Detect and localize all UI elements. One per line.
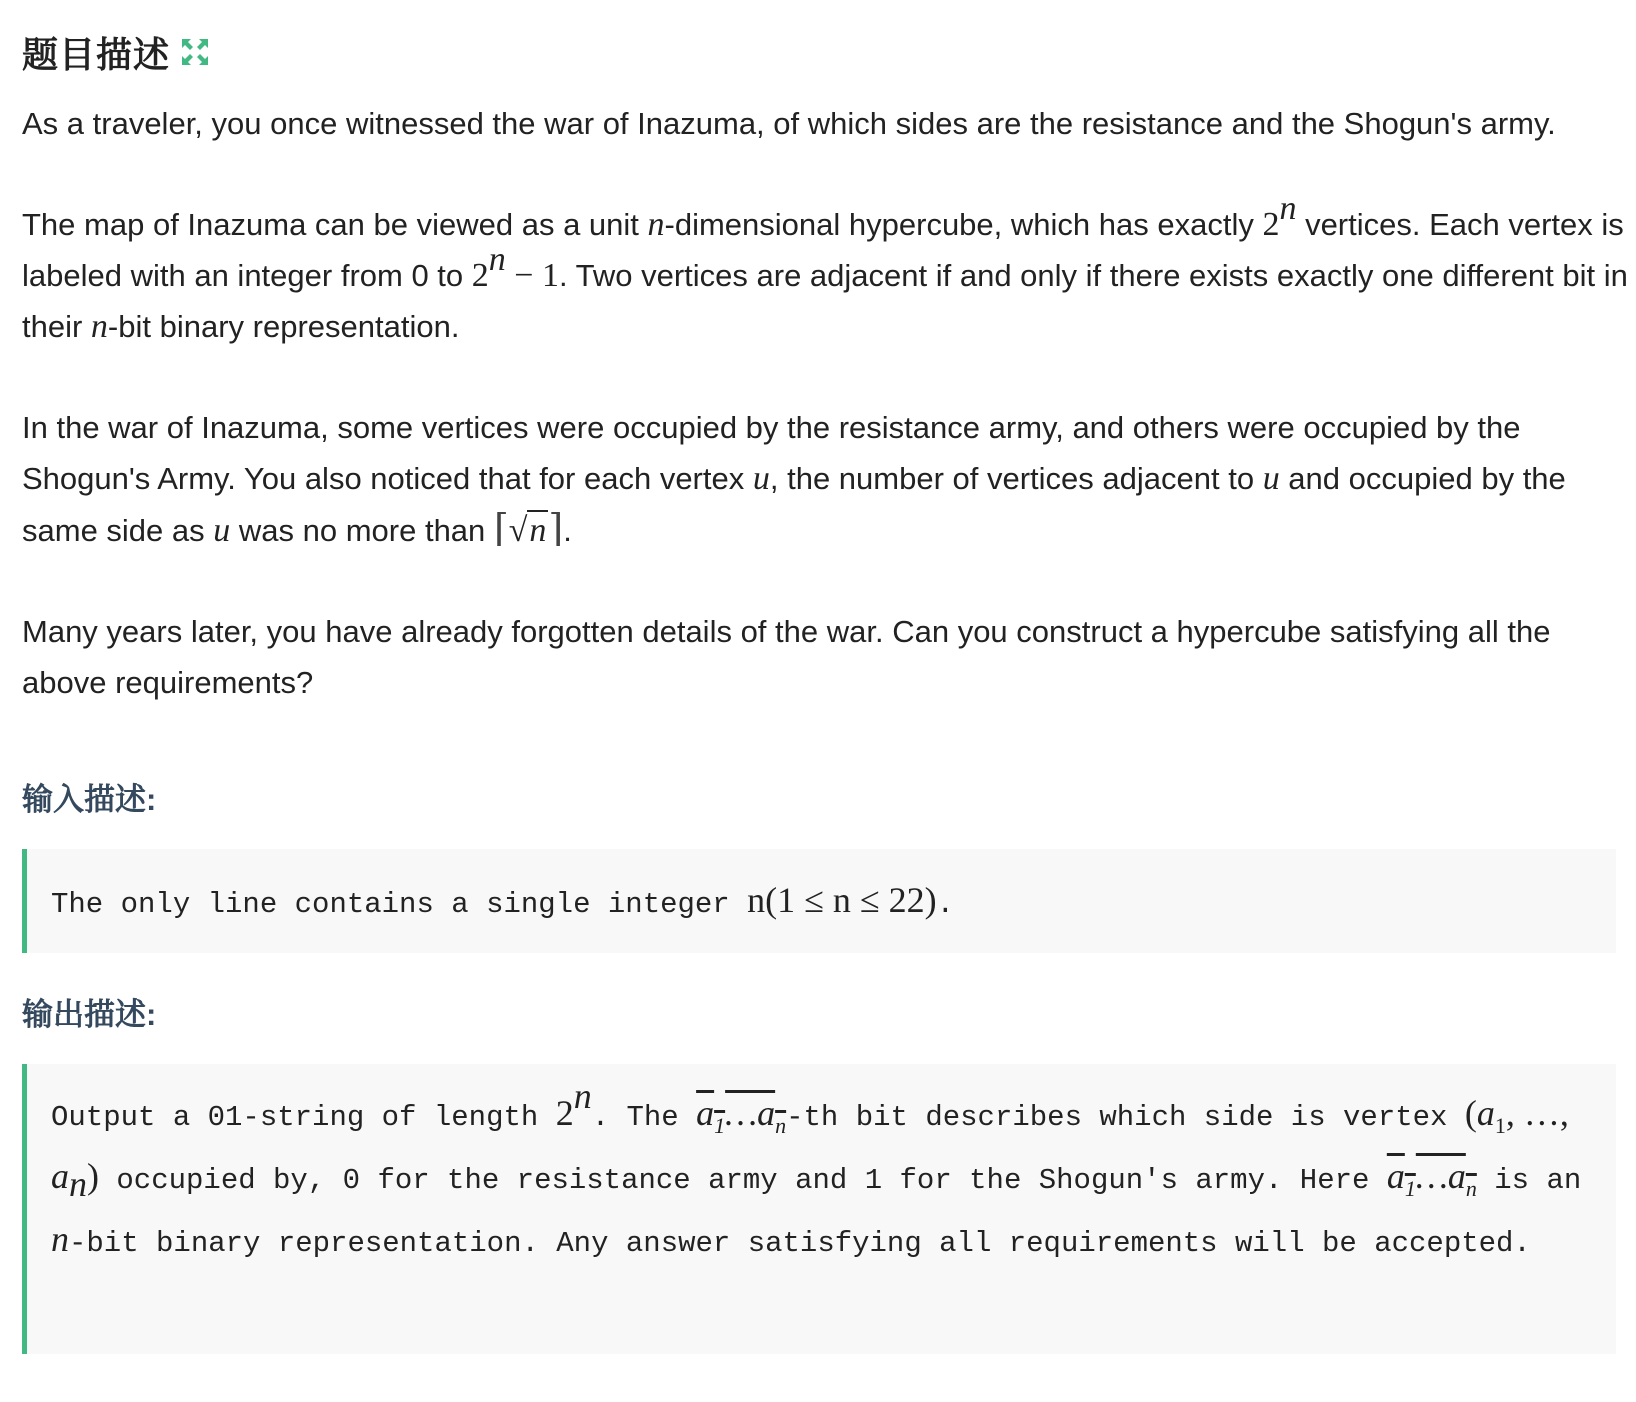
output-section-title: 输出描述:	[22, 997, 157, 1032]
input-section-title: 输入描述:	[22, 782, 157, 817]
input-description-block: The only line contains a single integer n(1 ≤ n ≤ 22).	[22, 849, 1616, 953]
paragraph-intro: As a traveler, you once witnessed the war of Inazuma, of which sides are the resistance and the Shogun's army.	[22, 106, 1556, 141]
output-description-block: Output a 01-string of length 2$^n$. The $a_1\dots a_n-th$ bit describes which side is vertex ($a_1$, …, $a_n$) occupied by, 0 for the resistance army and 1 for the Shogun's army. Here $a_1\dots a_n$ is an n-bit binary representation. Any answer satisfying all requirements will be accepted.	[22, 1064, 1616, 1354]
expand-arrows-icon[interactable]	[180, 37, 210, 67]
problem-page	[0, 26, 1636, 1354]
page-title: 题目描述	[22, 33, 171, 75]
title-row	[22, 26, 1636, 78]
paragraph-question: Many years later, you have already forgotten details of the war. Can you construct a hypercube satisfying all the above requirements?	[22, 614, 1551, 700]
paragraph-map: The map of Inazuma can be viewed as a unit n-dimensional hypercube, which has exactly 2$^n$ vertices. Each vertex is labeled with an integer from 0 to $2^n - 1$. Two vertices are adjacent if and only if there exists exactly one different bit in their n-bit binary representation.	[22, 189, 1628, 345]
paragraph-war: In the war of Inazuma, some vertices were occupied by the resistance army, and others were occupied by the Shogun's Army. You also noticed that for each vertex u, the number of vertices adjacent to u and occupied by the same side as u was no more than ⌈√n⌉.	[22, 410, 1566, 550]
input-constraint-math: n(1 ≤ n ≤ 22)	[747, 880, 937, 920]
